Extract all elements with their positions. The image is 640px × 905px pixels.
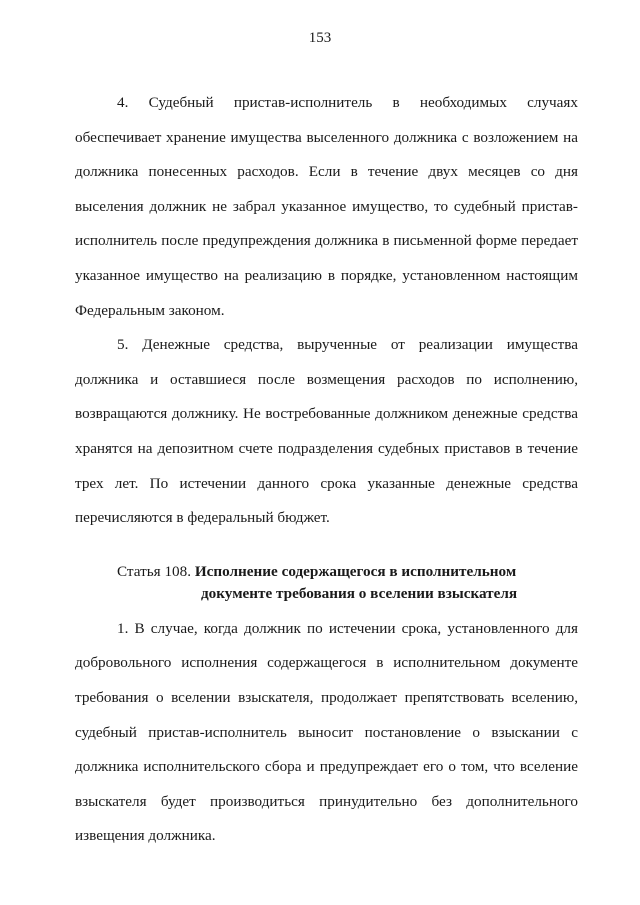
article-title-part-1: Исполнение содержащегося в исполнительном (194, 562, 517, 580)
page-number: 153 (308, 30, 332, 46)
article-label: Статья 108. (117, 562, 192, 580)
article-heading (75, 536, 578, 612)
document-body (75, 86, 578, 854)
article-title-part-2: документе требования о вселении взыскателя (201, 584, 518, 602)
article-heading-line-1 (75, 561, 578, 583)
paragraph-4-property-storage: 4. Судебный пристав-исполнитель в необходимых случаях обеспечивает хранение имущества выселенного должника с возложением на должника понесенных расходов. Если в течение двух месяцев со дня выселения должник не забрал указанное имущество, то судебный пристав-исполнитель после предупреждения должника в письменной форме передает указанное имущество на реализацию в порядке, установленном настоящим Федеральным законом. (75, 94, 578, 319)
paragraph-1-enforcement-fee: 1. В случае, когда должник по истечении срока, установленного для добровольного исполнения содержащегося в исполнительном документе требования о вселении взыскателя, продолжает препятствовать вселению, судебный пристав-исполнитель выносит постановление о взыскании с должника исполнительского сбора и предупреждает его о том, что вселение взыскателя будет производиться принудительно без дополнительного извещения должника. (75, 619, 578, 845)
paragraph-5-funds-return: 5. Денежные средства, вырученные от реализации имущества должника и оставшиеся после возмещения расходов по исполнению, возвращаются должнику. Не востребованные должником денежные средства хранятся на депозитном счете подразделения судебных приставов в течение трех лет. По истечении данного срока указанные денежные средства перечисляются в федеральный бюджет. (75, 336, 578, 527)
